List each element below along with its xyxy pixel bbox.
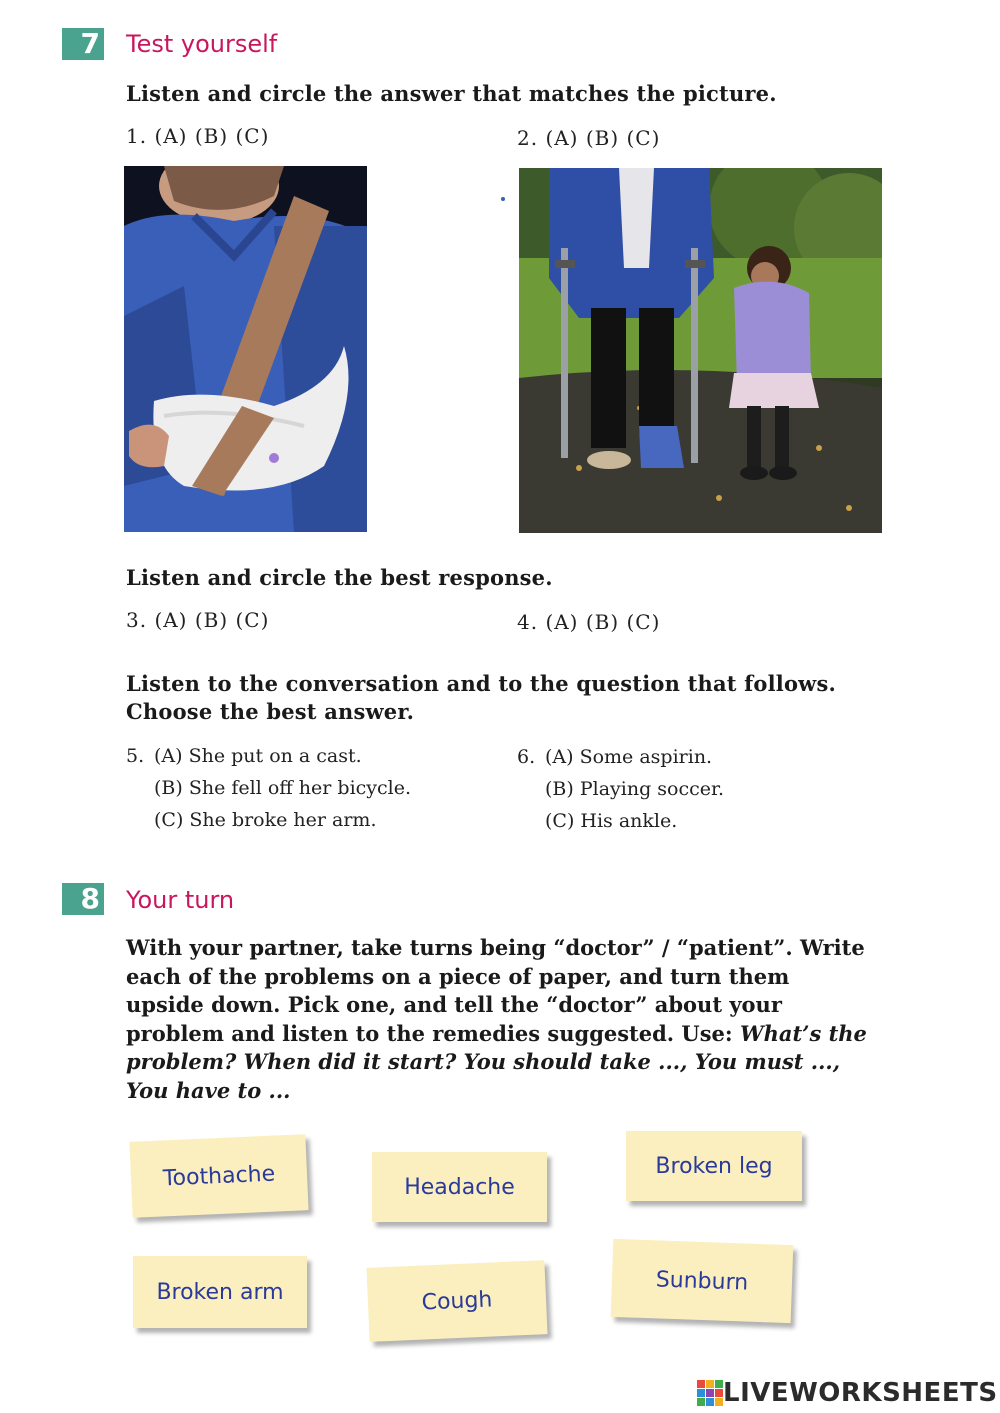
question-5-option-c: (C) She broke her arm. bbox=[154, 809, 377, 831]
paragraph-line-4 bbox=[126, 1020, 926, 1049]
section-8-badge bbox=[62, 883, 104, 915]
section-7-badge bbox=[62, 28, 104, 60]
liveworksheets-logo-icon bbox=[697, 1380, 723, 1406]
question-2: 2. (A) (B) (C) bbox=[517, 126, 661, 150]
instruction-3-line-2: Choose the best answer. bbox=[126, 699, 415, 724]
question-4: 4. (A) (B) (C) bbox=[517, 610, 661, 634]
photo-arm-in-sling bbox=[124, 166, 367, 532]
note-broken-leg: Broken leg bbox=[626, 1131, 802, 1201]
question-6-option-b: (B) Playing soccer. bbox=[545, 778, 725, 800]
paragraph-italic-2: problem? When did it start? You should take ..., You must ..., bbox=[126, 1049, 841, 1074]
instruction-2: Listen and circle the best response. bbox=[126, 565, 553, 590]
paragraph-italic-3: You have to ... bbox=[126, 1077, 291, 1103]
note-broken-arm: Broken arm bbox=[133, 1256, 307, 1328]
section-8-title: Your turn bbox=[126, 886, 235, 914]
paragraph-line-2: each of the problems on a piece of paper, and turn them bbox=[126, 963, 790, 989]
paragraph-line-5 bbox=[126, 1048, 926, 1077]
question-5-option-b: (B) She fell off her bicycle. bbox=[154, 777, 412, 799]
liveworksheets-logo bbox=[697, 1378, 998, 1408]
paragraph-line-3: upside down. Pick one, and tell the “doctor” about your bbox=[126, 992, 782, 1017]
instruction-1: Listen and circle the answer that matches the picture. bbox=[126, 81, 777, 106]
paragraph-line-1: With your partner, take turns being “doctor” / “patient”. Write bbox=[126, 935, 865, 960]
question-6-option-a: (A) Some aspirin. bbox=[545, 746, 713, 768]
instruction-3-line-1: Listen to the conversation and to the question that follows. bbox=[126, 671, 836, 696]
note-sunburn: Sunburn bbox=[611, 1239, 794, 1323]
paragraph-line-4-text: problem and listen to the remedies suggested. Use: bbox=[126, 1020, 740, 1046]
question-5-number: 5. bbox=[126, 745, 145, 767]
note-cough: Cough bbox=[366, 1260, 547, 1342]
section-7-title: Test yourself bbox=[126, 30, 278, 58]
note-toothache: Toothache bbox=[129, 1134, 308, 1218]
question-6-option-c: (C) His ankle. bbox=[545, 810, 678, 832]
liveworksheets-logo-text: LIVEWORKSHEETS bbox=[723, 1378, 998, 1408]
note-headache: Headache bbox=[372, 1152, 547, 1222]
section-7-number: 7 bbox=[80, 27, 100, 60]
paragraph-line-6 bbox=[126, 1077, 926, 1106]
photo-crutches-park bbox=[519, 168, 882, 533]
section-8-number: 8 bbox=[80, 882, 100, 915]
section-8-paragraph bbox=[126, 934, 926, 1105]
question-1: 1. (A) (B) (C) bbox=[126, 124, 270, 148]
stray-dot bbox=[501, 197, 505, 201]
paragraph-italic-1: What’s the bbox=[739, 1020, 867, 1046]
question-5-option-a: (A) She put on a cast. bbox=[154, 745, 362, 767]
question-3: 3. (A) (B) (C) bbox=[126, 608, 270, 632]
question-6-number: 6. bbox=[517, 746, 536, 768]
